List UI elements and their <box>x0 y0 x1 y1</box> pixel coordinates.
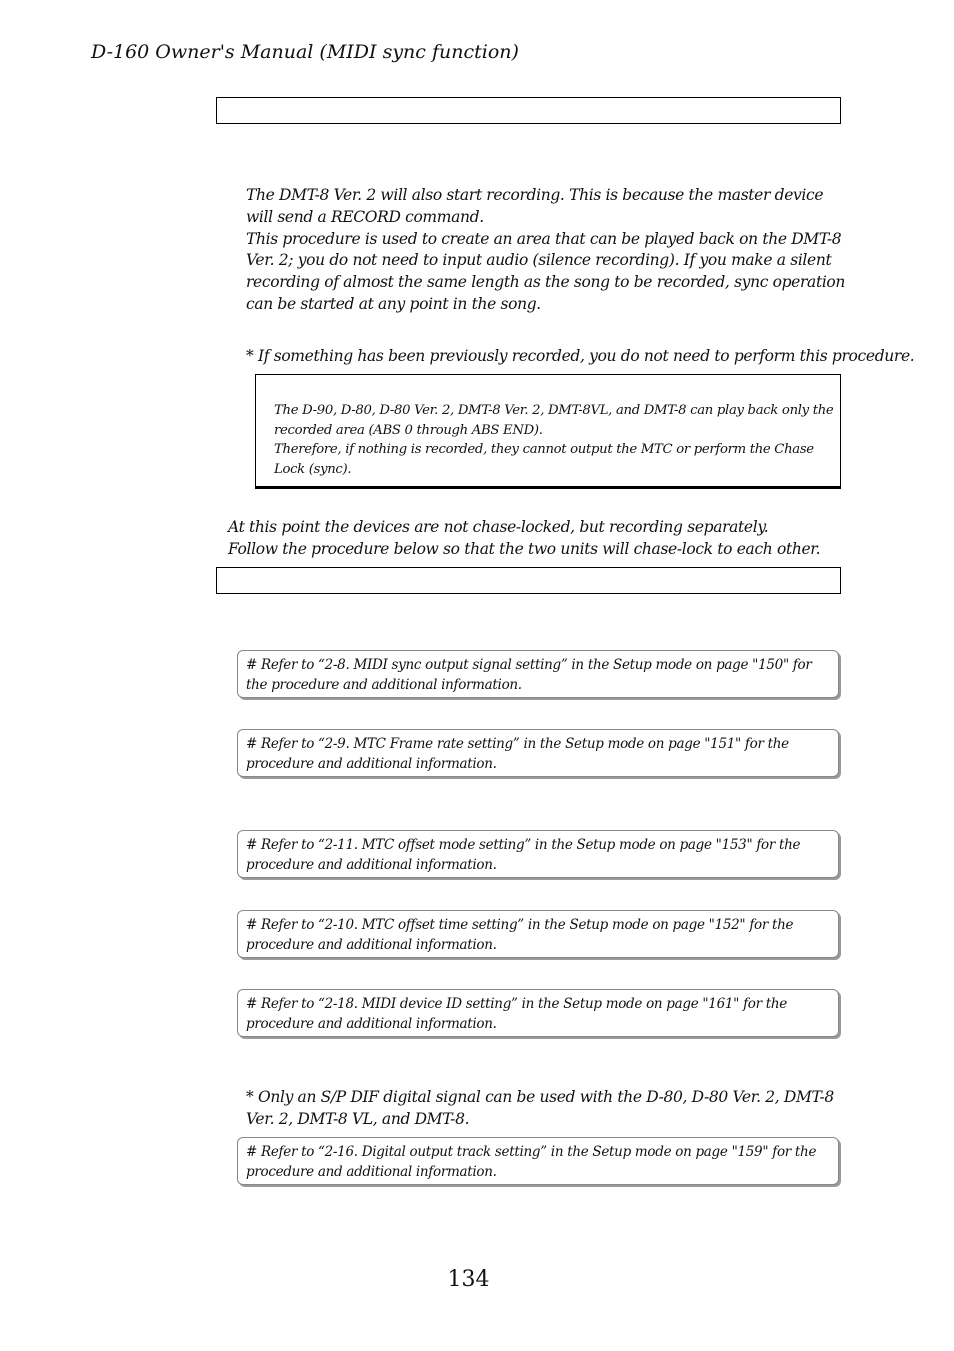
intro-line-1: The DMT-8 Ver. 2 will also start recording. This is because the master device will send a RECORD command. <box>246 186 824 226</box>
page-number: 134 <box>447 1267 490 1292</box>
section-heading-box-2 <box>216 567 841 594</box>
note-line-1: The D-90, D-80, D-80 Ver. 2, DMT-8 Ver. 2, DMT-8VL, and DMT-8 can play back only the recorded area (ABS 0 through ABS END). <box>274 403 834 438</box>
note-line-2: Therefore, if nothing is recorded, they cannot output the MTC or perform the Chase Lock (sync). <box>274 442 814 477</box>
section-heading-box-1 <box>216 97 841 124</box>
chase-line-1: At this point the devices are not chase-locked, but recording separately. <box>228 518 769 536</box>
intro-line-2: This procedure is used to create an area that can be played back on the DMT-8 Ver. 2; you do not need to input audio (silence recording). If you make a silent recording of almost the same length as the song to be recorded, sync operation can be started at any point in the song. <box>246 229 846 313</box>
reference-box-digital-output-track: # Refer to “2-16. Digital output track setting” in the Setup mode on page "159" for the procedure and additional information. <box>237 1137 839 1185</box>
page-header-title: D-160 Owner's Manual (MIDI sync function) <box>91 41 519 63</box>
reference-box-mtc-offset-time: # Refer to “2-10. MTC offset time setting” in the Setup mode on page "152" for the procedure and additional information. <box>237 910 839 958</box>
reference-box-mtc-frame-rate: # Refer to “2-9. MTC Frame rate setting” in the Setup mode on page "151" for the procedure and additional information. <box>237 729 839 777</box>
intro-paragraph <box>246 185 846 316</box>
intro-footnote: * If something has been previously recorded, you do not need to perform this procedure. <box>246 347 915 365</box>
chase-line-2: Follow the procedure below so that the two units will chase-lock to each other. <box>228 539 821 558</box>
reference-box-mtc-offset-mode: # Refer to “2-11. MTC offset mode setting” in the Setup mode on page "153" for the procedure and additional information. <box>237 830 839 878</box>
spdif-note: * Only an S/P DIF digital signal can be used with the D-80, D-80 Ver. 2, DMT-8 Ver. 2, DMT-8 VL, and DMT-8. <box>246 1088 834 1128</box>
reference-box-midi-sync-output: # Refer to “2-8. MIDI sync output signal setting” in the Setup mode on page "150" for the procedure and additional information. <box>237 650 839 698</box>
reference-box-midi-device-id: # Refer to “2-18. MIDI device ID setting” in the Setup mode on page "161" for the procedure and additional information. <box>237 989 839 1037</box>
note-box <box>255 374 841 489</box>
chase-lock-paragraph <box>228 517 848 561</box>
